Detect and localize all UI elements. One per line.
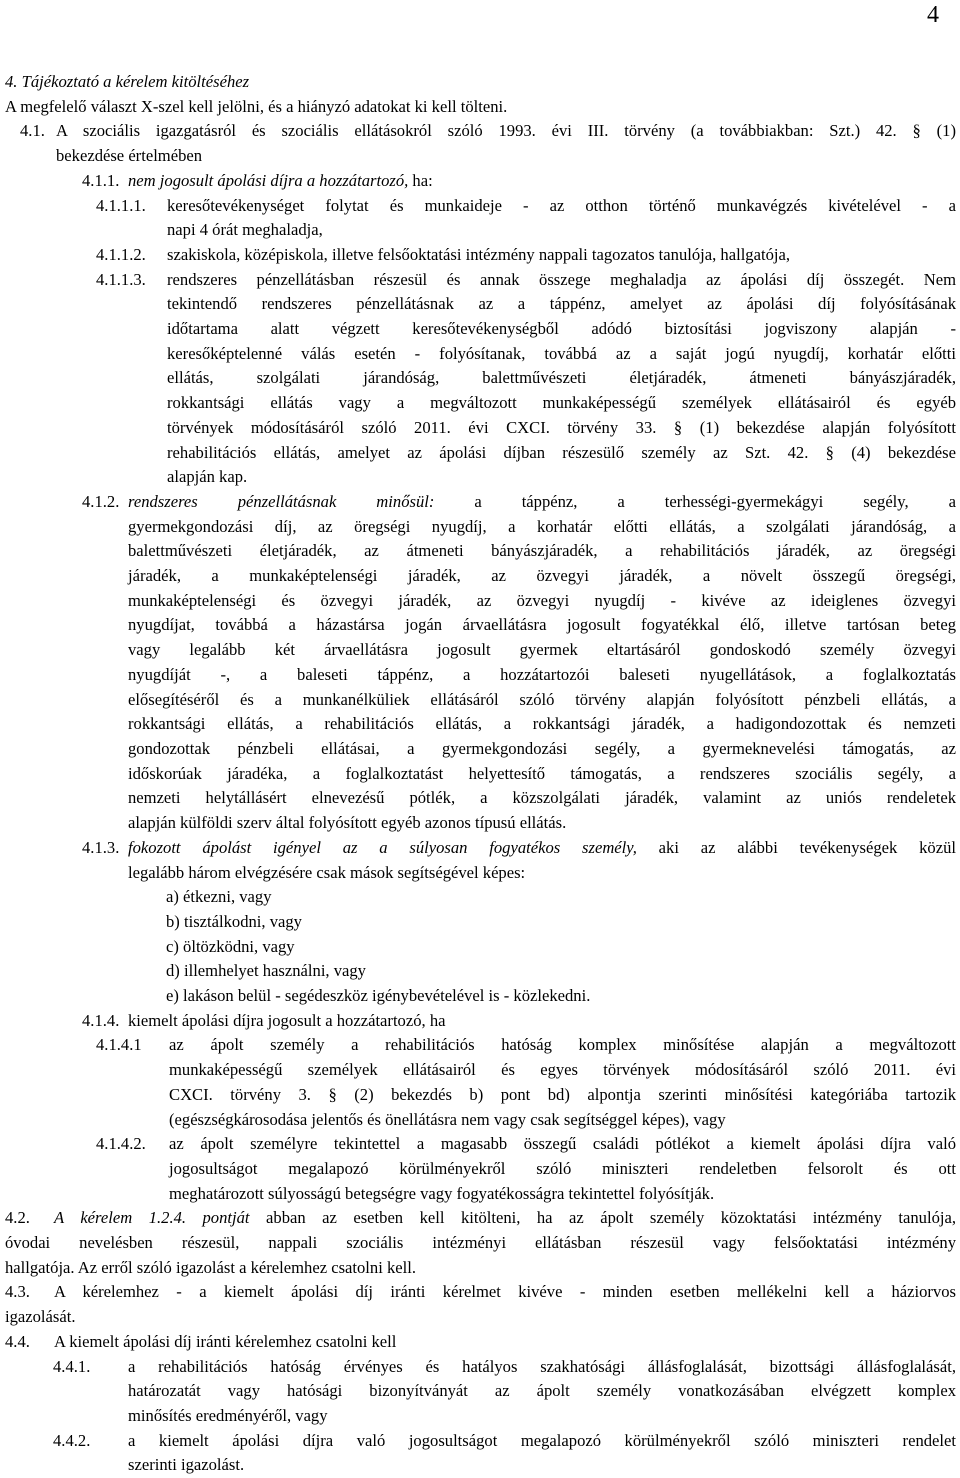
section-4-1-3: 4.1.3. fokozott ápolást igényel az a súlyosan fogyatékos személy, aki az alábbi tevékenységek közül legalább három elvégzésére csak mások segítségével képes: a) étkezni, vagy b) tisztálkodni, vagy c) öltözködni, vagy d) illemhelyet használni, vagy e) lakáson belül - segédeszköz igénybevételével is - közlekedni. [82, 836, 956, 1009]
list-item: b) tisztálkodni, vagy [166, 911, 302, 931]
list-item: c) öltözködni, vagy [166, 936, 295, 956]
section-4-4-2: 4.4.2. a kiemelt ápolási díjra való jogosultságot megalapozó körülményekről szóló miniszteri rendelet szerinti igazolást. [53, 1430, 956, 1475]
section-4-1-4: 4.1.4. kiemelt ápolási díjra jogosult a hozzátartozó, ha [82, 1010, 446, 1030]
section-4-1: 4.1. A szociális igazgatásról és szociális ellátásokról szóló 1993. évi III. törvény (a továbbiakban: Szt.) 42. § (1) bekezdése értelmében [20, 121, 956, 166]
section-4-4: 4.4. A kiemelt ápolási díj iránti kérelemhez csatolni kell [5, 1331, 397, 1351]
section-4-2: 4.2. A kérelem 1.2.4. pontját abban az esetben kell kitölteni, ha az ápolt személy közoktatási intézmény tanulója, óvodai nevelésben részesül, nappali szociális intézményi ellátásban részesül vagy felsőoktatási intézmény hallgatója. Az erről szóló igazolást a kérelemhez csatolni kell. [5, 1208, 956, 1277]
list-item: e) lakáson belül - segédeszköz igénybevételével is - közlekedni. [166, 986, 591, 1006]
section-heading: 4. Tájékoztató a kérelem kitöltéséhez [5, 72, 250, 91]
section-4-1-2: 4.1.2. rendszeres pénzellátásnak minősül: a táppénz, a terhességi-gyermekágyi segély, a gyermekgondozási díj, az öregségi nyugdíj, a korhatár előtti ellátás, a szolgálati járandóság, a balettművészeti életjáradék, az átmeneti bányászjáradék, a rehabilitációs járadék, az öregségi járadék, a munkaképtelenségi járadék, az özvegyi járadék, a növelt összegű öregségi, munkaképtelenségi és özvegyi járadék, az özvegyi nyugdíj - kivéve az ideiglenes özvegyi nyugdíjat, továbbá a házastársa jogán árvaellátásra jogosult fogyatékkal élő, illetve tartósan beteg vagy legalább két árvaellátásra jogosult gyermek eltartásáról gondoskodó személy özvegyi nyugdíját -, a baleseti táppénz, a hozzátartozói baleseti nyugellátások, a foglalkoztatás elősegítéséről és a munkanélküliek ellátásáról szóló törvény alapján folyósított pénzbeli ellátás, a rokkantsági ellátás, a rehabilitációs ellátás, a rokkantsági járadék, a hadigondozottak és nemzeti gondozottak pénzbeli ellátásai, a gyermekgondozási segély, a gyermeknevelési támogatás, az időskorúak járadéka, a foglalkoztatást helyettesítő támogatás, a rendszeres szociális segély, a nemzeti helytállásért elnevezésű pótlék, a közszolgálati járadék, valamint az uniós rendeletek alapján külföldi szerv által folyósított egyéb azonos típusú ellátás. [82, 491, 956, 833]
page-number: 4 [927, 2, 939, 28]
section-4-1-4-2: 4.1.4.2. az ápolt személyre tekintettel a magasabb összegű családi pótlékot a kiemelt ápolási díjra való jogosultságot megalapozó körülményekről szóló miniszteri rendeletben felsorolt és ott meghatározott súlyosságú betegségre vagy fogyatékosságra tekintettel folyósítják. [96, 1134, 956, 1203]
list-item: d) illemhelyet használni, vagy [166, 961, 366, 981]
section-4-4-1: 4.4.1. a rehabilitációs hatóság érvényes és hatályos szakhatósági állásfoglalását, bizottsági állásfoglalását, határozatát vagy hatósági bizonyítványát az ápolt személy vonatkozásában elvégzett komplex minősítés eredményéről, vagy [53, 1356, 956, 1425]
intro-text: A megfelelő választ X-szel kell jelölni, és a hiányzó adatokat ki kell tölteni. [5, 96, 508, 116]
section-4-3: 4.3. A kérelemhez - a kiemelt ápolási díj iránti kérelmet kivéve - minden esetben mellékelni kell a háziorvos igazolását. [5, 1282, 956, 1327]
section-4-1-4-1: 4.1.4.1 az ápolt személy a rehabilitációs hatóság komplex minősítése alapján a megváltozott munkaképességű személyek ellátásairól és egyes törvények módosításáról szóló 2011. évi CXCI. törvény 3. § (2) bekezdés b) pont bd) alpontja szerinti minősítési kategóriába tartozik (egészségkárosodása jelentős és önellátásra nem vagy csak segítséggel képes), vagy [96, 1035, 956, 1129]
section-4-1-1-2: 4.1.1.2. szakiskola, középiskola, illetve felsőoktatási intézmény nappali tagozatos tanulója, hallgatója, [96, 244, 790, 264]
section-4-1-1-1: 4.1.1.1. keresőtevékenységet folytat és munkaideje - az otthon történő munkavégzés kivételével - a napi 4 órát meghaladja, [96, 195, 956, 240]
list-item: a) étkezni, vagy [166, 887, 272, 907]
document-body [0, 70, 960, 1478]
section-4-1-1: 4.1.1. nem jogosult ápolási díjra a hozzátartozó, ha: [82, 170, 433, 190]
section-4-1-1-3: 4.1.1.3. rendszeres pénzellátásban részesül és annak összege meghaladja az ápolási díj összegét. Nem tekintendő rendszeres pénzellátásnak az a táppénz, amelyet az ápolási díj folyósításának időtartama alatt végzett keresőtevékenységből adódó biztosítási jogviszony alapján - keresőképtelenné válás esetén - folyósítanak, továbbá az a saját jogú nyugdíj, korhatár előtti ellátás, szolgálati járandóság, balettművészeti életjáradék, átmeneti bányászjáradék, rokkantsági ellátás vagy a megváltozott munkaképességű személyek ellátásairól és egyéb törvények módosításáról szóló 2011. évi CXCI. törvény 33. § (1) bekezdése alapján folyósított rehabilitációs ellátás, amelyet az ápolási díjban részesülő személy az Szt. 42. § (4) bekezdése alapján kap. [96, 269, 956, 487]
